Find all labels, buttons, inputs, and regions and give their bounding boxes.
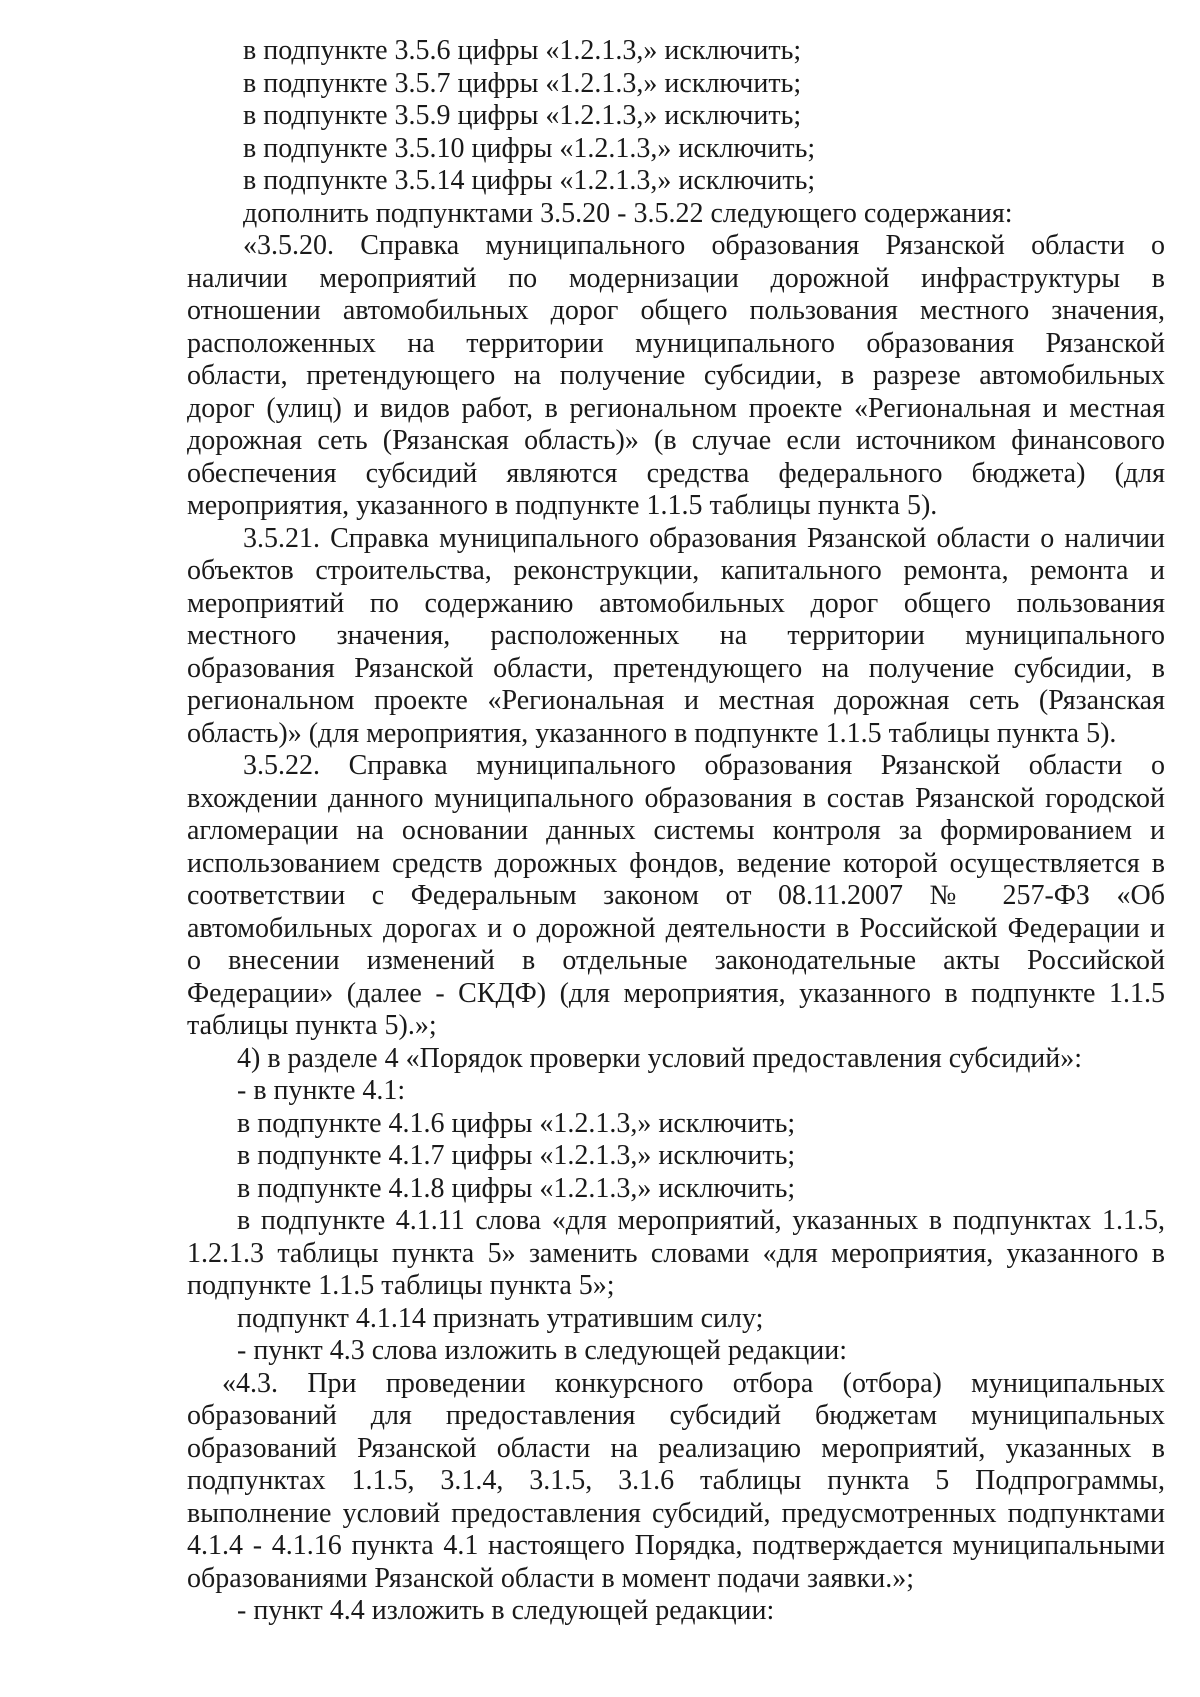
text-line: в подпункте 3.5.7 цифры «1.2.1.3,» исключить; [243,67,802,99]
text-line: подпунктах 1.1.5, 3.1.4, 3.1.5, 3.1.6 таблицы пункта 5 Подпрограммы, [187,1465,1165,1496]
text-line: в подпункте 4.1.7 цифры «1.2.1.3,» исключить; [237,1140,796,1171]
text-line: выполнение условий предоставления субсидий, предусмотренных подпунктами [187,1497,1165,1529]
text-line: - пункт 4.3 слова изложить в следующей редакции: [237,1335,847,1366]
text-line: образований Рязанской области на реализацию мероприятий, указанных в [187,1432,1165,1464]
text-line: подпункте 1.1.5 таблицы пункта 5»; [187,1270,615,1301]
text-line: использованием средств дорожных фондов, ведение которой осуществляется в [187,847,1165,879]
text-line: мероприятий по содержанию автомобильных дорог общего пользования [187,587,1165,619]
text-line: агломерации на основании данных системы контроля за формированием и [187,815,1165,846]
text-line: 3.5.21. Справка муниципального образования Рязанской области о наличии [243,522,1165,554]
text-line: в подпункте 3.5.10 цифры «1.2.1.3,» исключить; [243,132,816,164]
text-line: соответствии с Федеральным законом от 08.11.2007 № 257-ФЗ «Об [187,880,1165,911]
text-line: - в пункте 4.1: [237,1075,406,1106]
text-line: расположенных на территории муниципального образования Рязанской [187,327,1165,359]
text-line: местного значения, расположенных на территории муниципального [187,620,1165,651]
text-line: дорог (улиц) и видов работ, в региональном проекте «Региональная и местная [187,392,1165,424]
text-line: подпункт 4.1.14 признать утратившим силу; [237,1302,764,1334]
text-line: 3.5.22. Справка муниципального образования Рязанской области о [243,750,1165,781]
text-line: отношении автомобильных дорог общего пользования местного значения, [187,295,1165,326]
text-line: в подпункте 4.1.6 цифры «1.2.1.3,» исключить; [237,1107,796,1139]
text-line: образований для предоставления субсидий бюджетам муниципальных [187,1400,1165,1431]
text-line: автомобильных дорогах и о дорожной деятельности в Российской Федерации и [187,912,1165,944]
text-line: - пункт 4.4 изложить в следующей редакции: [237,1595,775,1626]
text-line: в подпункте 4.1.8 цифры «1.2.1.3,» исключить; [237,1172,796,1204]
text-line: обеспечения субсидий являются средства федерального бюджета) (для [187,457,1165,489]
text-line: область)» (для мероприятия, указанного в подпункте 1.1.5 таблицы пункта 5). [187,717,1117,749]
text-line: наличии мероприятий по модернизации дорожной инфраструктуры в [187,262,1165,294]
text-line: в подпункте 3.5.14 цифры «1.2.1.3,» исключить; [243,165,816,196]
text-line: объектов строительства, реконструкции, капитального ремонта, ремонта и [187,555,1165,586]
text-line: области, претендующего на получение субсидии, в разрезе автомобильных [187,360,1165,391]
text-line: региональном проекте «Региональная и местная дорожная сеть (Рязанская [187,685,1165,716]
text-line: образования Рязанской области, претендующего на получение субсидии, в [187,652,1165,684]
text-line: образованиями Рязанской области в момент подачи заявки.»; [187,1562,914,1594]
document-body [187,35,1165,1628]
text-line: 1.2.1.3 таблицы пункта 5» заменить словами «для мероприятия, указанного в [187,1237,1165,1269]
text-line: «4.3. При проведении конкурсного отбора (отбора) муниципальных [222,1367,1165,1399]
text-line: в подпункте 3.5.6 цифры «1.2.1.3,» исключить; [243,35,802,66]
text-line: вхождении данного муниципального образования в состав Рязанской городской [187,782,1165,814]
text-line: о внесении изменений в отдельные законодательные акты Российской [187,945,1165,976]
text-line: 4.1.4 - 4.1.16 пункта 4.1 настоящего Порядка, подтверждается муниципальными [187,1530,1165,1561]
text-line: таблицы пункта 5).»; [187,1010,437,1041]
text-line: мероприятия, указанного в подпункте 1.1.5 таблицы пункта 5). [187,490,938,521]
text-line: «3.5.20. Справка муниципального образования Рязанской области о [243,230,1165,261]
text-line: дорожная сеть (Рязанская область)» (в случае если источником финансового [187,425,1165,456]
text-line: в подпункте 4.1.11 слова «для мероприятий, указанных в подпунктах 1.1.5, [237,1205,1165,1236]
text-line: Федерации» (далее - СКДФ) (для мероприятия, указанного в подпункте 1.1.5 [187,977,1165,1009]
text-line: в подпункте 3.5.9 цифры «1.2.1.3,» исключить; [243,100,802,131]
text-line: 4) в разделе 4 «Порядок проверки условий предоставления субсидий»: [237,1042,1083,1074]
text-line: дополнить подпунктами 3.5.20 - 3.5.22 следующего содержания: [243,197,1013,229]
